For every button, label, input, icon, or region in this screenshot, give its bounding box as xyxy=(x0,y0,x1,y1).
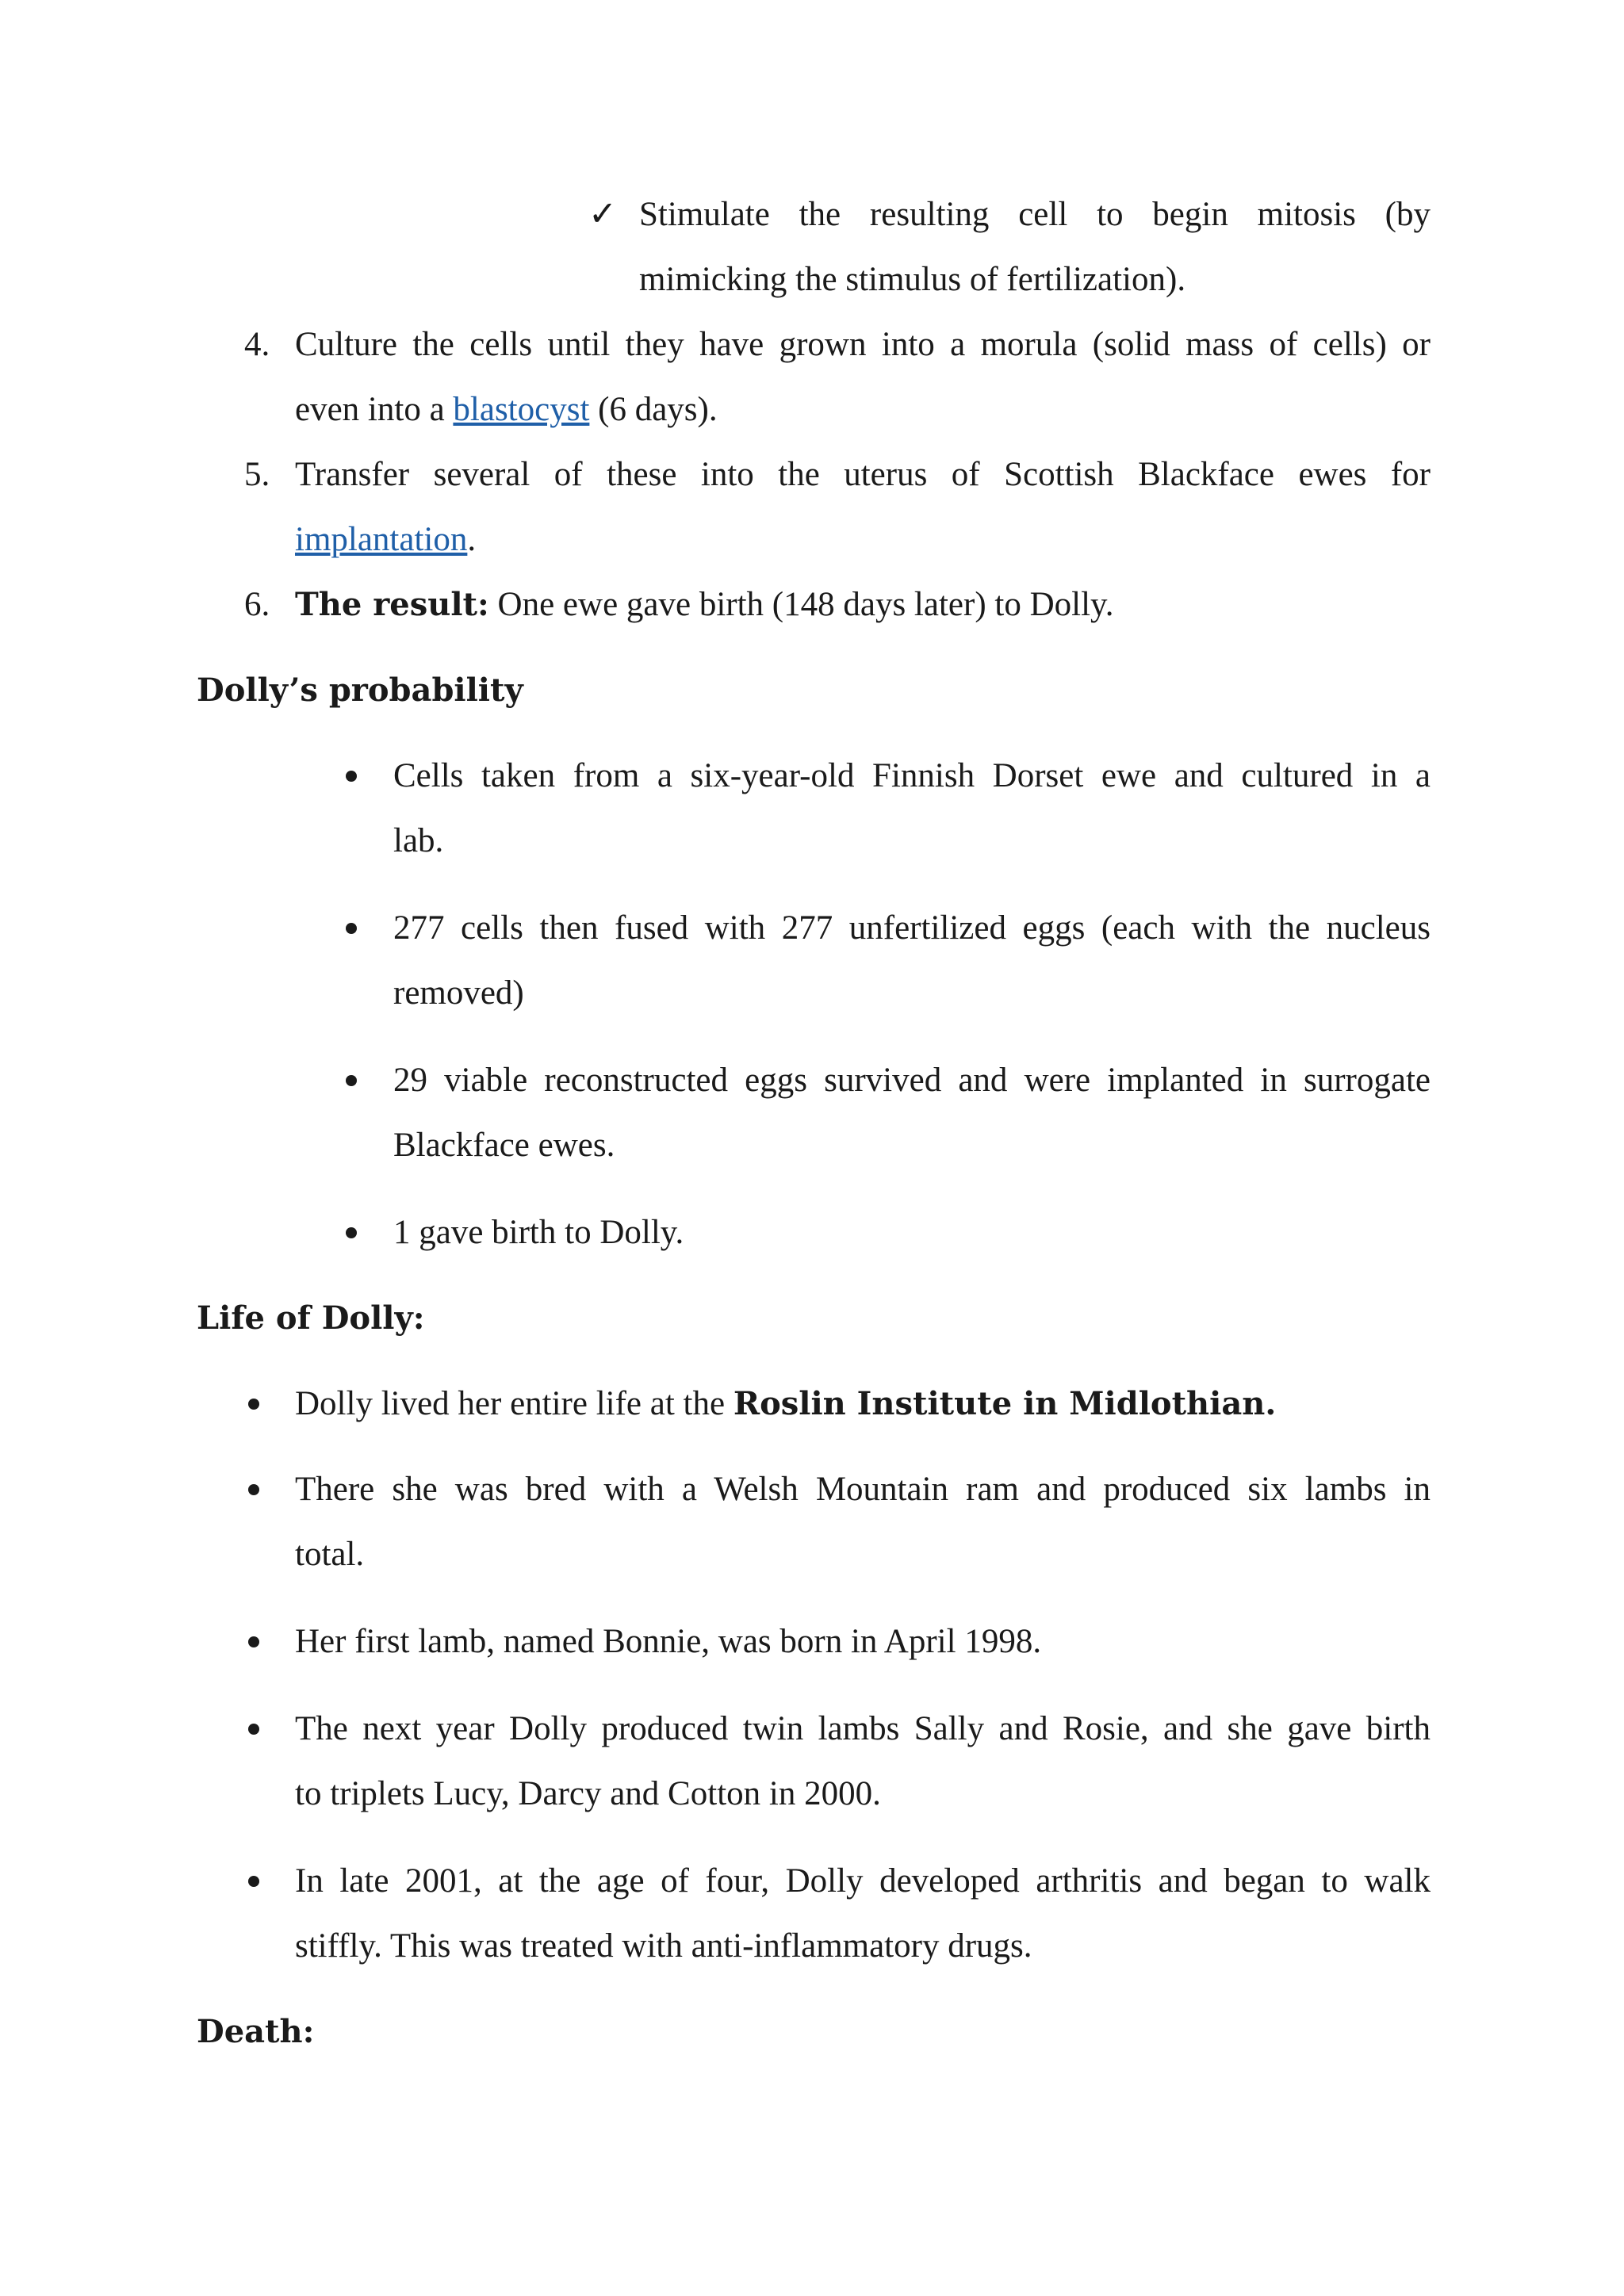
bullet-icon xyxy=(248,1636,259,1647)
step-4-line2 xyxy=(295,388,718,432)
result-label: The result: xyxy=(295,586,489,623)
probability-item-3-line2: Blackface ewes. xyxy=(393,1127,615,1164)
roslin-institute-bold: Roslin Institute in Midlothian. xyxy=(733,1385,1277,1422)
step-number: 5. xyxy=(244,456,270,493)
life-item-2-line1: There she was bred with a Welsh Mountain ram and produced six lambs in xyxy=(295,1471,1431,1508)
life-item-2-line2: total. xyxy=(295,1536,365,1573)
bullet-icon xyxy=(248,1724,259,1735)
life-item-5-line2: stiffly. This was treated with anti-inflammatory drugs. xyxy=(295,1927,1032,1965)
bullet-icon xyxy=(346,923,357,934)
probability-item-4-line1: 1 gave birth to Dolly. xyxy=(393,1214,684,1251)
probability-item-1-line2: lab. xyxy=(393,822,444,859)
probability-item-2-line2: removed) xyxy=(393,974,524,1012)
probability-item-1-line1: Cells taken from a six-year-old Finnish Dorset ewe and cultured in a xyxy=(393,757,1431,794)
life-item-4-line1: The next year Dolly produced twin lambs Sally and Rosie, and she gave birth xyxy=(295,1710,1431,1747)
step-number: 4. xyxy=(244,326,270,363)
bullet-icon xyxy=(346,1075,357,1086)
step-4-text-pre: even into a xyxy=(295,391,454,428)
life-item-1 xyxy=(295,1382,1276,1426)
step-5-text-post: . xyxy=(467,521,477,558)
check-item-line2: mimicking the stimulus of fertilization). xyxy=(639,261,1186,298)
bullet-icon xyxy=(248,1399,259,1410)
bullet-icon xyxy=(248,1876,259,1887)
step-number: 6. xyxy=(244,586,270,623)
step-4-text-post: (6 days). xyxy=(589,391,718,428)
life-item-3-line1: Her first lamb, named Bonnie, was born in April 1998. xyxy=(295,1623,1042,1660)
checkmark-icon: ✓ xyxy=(588,196,618,233)
step-6-text: One ewe gave birth (148 days later) to Dolly. xyxy=(488,586,1114,623)
life-item-1-text: Dolly lived her entire life at the xyxy=(295,1385,733,1422)
check-item-line1: Stimulate the resulting cell to begin mitosis (by xyxy=(639,196,1431,233)
section-heading-probability: Dolly’s probability xyxy=(197,672,523,709)
section-heading-death: Death: xyxy=(197,2013,315,2050)
step-4-line1: Culture the cells until they have grown into a morula (solid mass of cells) or xyxy=(295,326,1431,363)
blastocyst-link[interactable]: blastocyst xyxy=(453,391,590,428)
section-heading-life: Life of Dolly: xyxy=(197,1299,425,1337)
step-6-line xyxy=(295,583,1114,627)
step-5-line2 xyxy=(295,518,476,562)
life-item-4-line2: to triplets Lucy, Darcy and Cotton in 2000. xyxy=(295,1775,881,1812)
probability-item-2-line1: 277 cells then fused with 277 unfertilized eggs (each with the nucleus xyxy=(393,909,1431,947)
bullet-icon xyxy=(248,1484,259,1495)
implantation-link[interactable]: implantation xyxy=(295,521,468,558)
bullet-icon xyxy=(346,771,357,782)
life-item-5-line1: In late 2001, at the age of four, Dolly developed arthritis and began to walk xyxy=(295,1862,1431,1900)
bullet-icon xyxy=(346,1227,357,1238)
probability-item-3-line1: 29 viable reconstructed eggs survived and were implanted in surrogate xyxy=(393,1062,1431,1099)
step-5-line1: Transfer several of these into the uterus of Scottish Blackface ewes for xyxy=(295,456,1431,493)
